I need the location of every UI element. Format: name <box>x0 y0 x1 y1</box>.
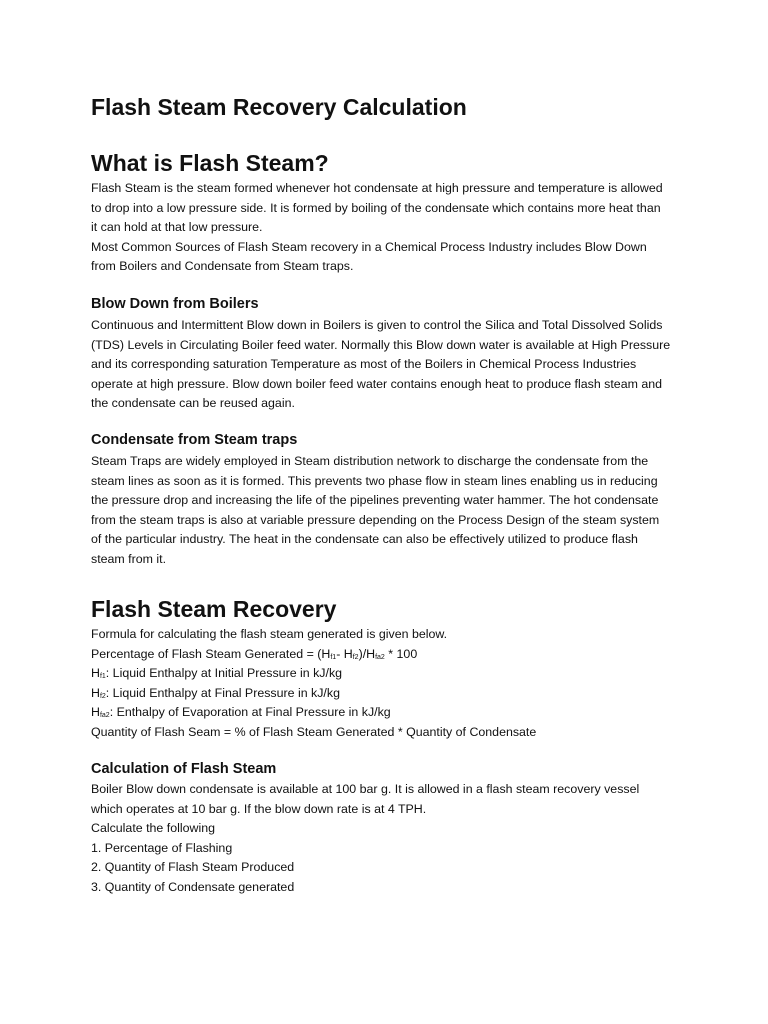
paragraph-line: (TDS) Levels in Circulating Boiler feed water. Normally this Blow down water is available at High Pressure <box>91 337 671 352</box>
paragraph-line: which operates at 10 bar g. If the blow down rate is at 4 TPH. <box>91 801 427 816</box>
condensate-heading: Condensate from Steam traps <box>91 432 298 448</box>
blow-down-heading: Blow Down from Boilers <box>91 296 259 312</box>
paragraph-line: the pressure drop and increasing the life of the pipelines preventing water hammer. The hot condensate <box>91 493 659 508</box>
recovery-heading: Flash Steam Recovery <box>91 596 337 622</box>
list-item: 3. Quantity of Condensate generated <box>91 879 295 894</box>
calculation-paragraph <box>91 780 691 898</box>
paragraph-line: steam lines as soon as it is formed. This prevents two phase flow in steam lines enabling us in reducing <box>91 473 658 488</box>
paragraph-line: of the particular industry. The heat in the condensate can also be effectively utilized to produce flash <box>91 532 638 547</box>
paragraph-line: Most Common Sources of Flash Steam recovery in a Chemical Process Industry includes Blow Down <box>91 239 647 254</box>
recovery-paragraph <box>91 625 691 743</box>
paragraph-line: Flash Steam is the steam formed whenever hot condensate at high pressure and temperature is allowed <box>91 181 663 195</box>
paragraph-line: Quantity of Flash Seam = % of Flash Steam Generated * Quantity of Condensate <box>91 724 537 739</box>
what-is-heading: What is Flash Steam? <box>91 150 329 176</box>
calculation-heading: Calculation of Flash Steam <box>91 761 277 777</box>
blow-down-paragraph <box>91 316 691 414</box>
paragraph-line: Boiler Blow down condensate is available at 100 bar g. It is allowed in a flash steam recovery vessel <box>91 782 640 796</box>
what-is-paragraph <box>91 179 691 277</box>
condensate-paragraph <box>91 452 691 570</box>
paragraph-line: Calculate the following <box>91 821 215 836</box>
paragraph-line: steam from it. <box>91 551 167 566</box>
paragraph-line: Continuous and Intermittent Blow down in Boilers is given to control the Silica and Total Dissolved Solids <box>91 318 663 332</box>
formula-line: Percentage of Flash Steam Generated = ($H_{f1}-$ $H_{f2})/H_{fa2} * 100$ <box>91 646 418 661</box>
paragraph-line: and its corresponding saturation Temperature as most of the Boilers in Chemical Process Industries <box>91 357 637 372</box>
paragraph-line: from Boilers and Condensate from Steam traps. <box>91 259 354 274</box>
definition-line: $H_{fa2}$: Enthalpy of Evaporation at Final Pressure in kJ/kg <box>91 705 391 720</box>
paragraph-line: it can hold at that low pressure. <box>91 220 263 235</box>
paragraph-line: Formula for calculating the flash steam generated is given below. <box>91 627 448 641</box>
list-item: 2. Quantity of Flash Steam Produced <box>91 860 295 875</box>
definition-line: $H_{f2}$: Liquid Enthalpy at Final Pressure in kJ/kg <box>91 685 340 700</box>
paragraph-line: the condensate can be reused again. <box>91 396 295 411</box>
paragraph-line: Steam Traps are widely employed in Steam distribution network to discharge the condensate from the <box>91 454 649 468</box>
paragraph-line: to drop into a low pressure side. It is formed by boiling of the condensate which contains more heat than <box>91 200 661 215</box>
paragraph-line: operate at high pressure. Blow down boiler feed water contains enough heat to produce flash steam and <box>91 376 663 391</box>
definition-line: $H_{f1}$: Liquid Enthalpy at Initial Pressure in kJ/kg <box>91 666 343 681</box>
list-item: 1. Percentage of Flashing <box>91 840 233 855</box>
paragraph-line: from the steam traps is also at variable pressure depending on the Process Design of the steam system <box>91 512 660 527</box>
document-title: Flash Steam Recovery Calculation <box>91 94 467 120</box>
